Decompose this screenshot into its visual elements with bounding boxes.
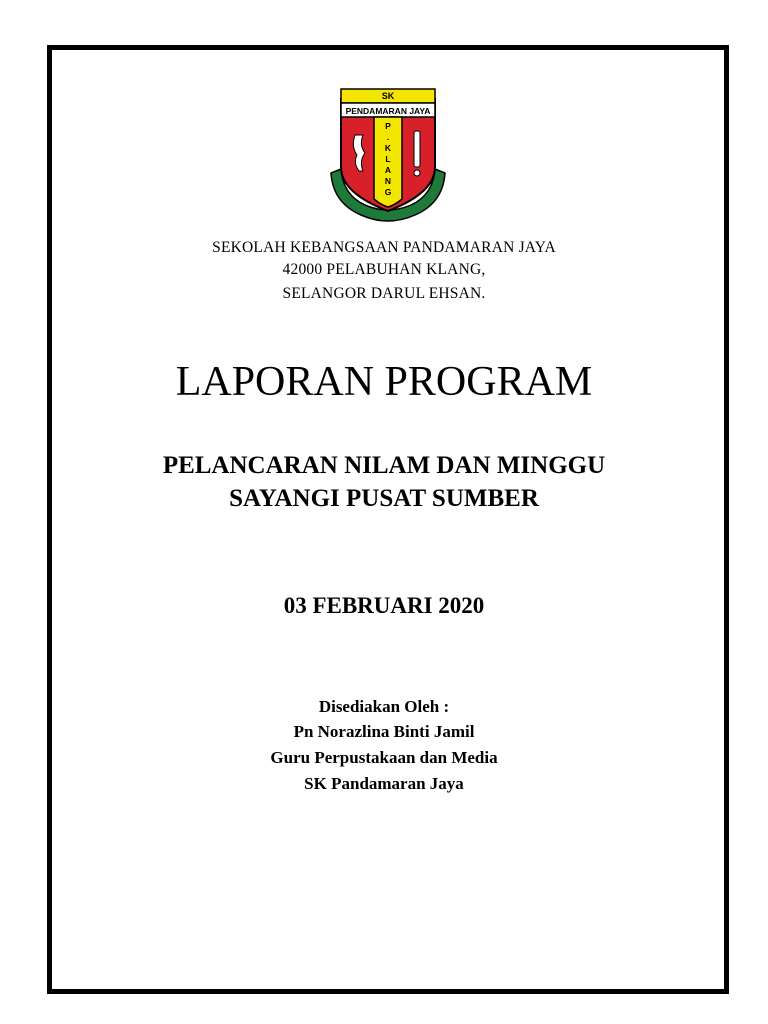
pen-icon bbox=[414, 131, 420, 167]
report-subtitle-line2: SAYANGI PUSAT SUMBER bbox=[229, 485, 539, 512]
logo-vertical-letter: . bbox=[386, 132, 390, 142]
school-crest-logo bbox=[323, 85, 453, 225]
report-title: LAPORAN PROGRAM bbox=[175, 359, 593, 405]
author-name: Pn Norazlina Binti Jamil bbox=[293, 722, 475, 741]
report-subtitle-line1: PELANCARAN NILAM DAN MINGGU bbox=[162, 452, 606, 479]
logo-banner-text: PENDAMARAN JAYA bbox=[345, 106, 431, 116]
school-name: SEKOLAH KEBANGSAAN PANDAMARAN JAYA bbox=[212, 239, 556, 256]
school-address-line: 42000 PELABUHAN KLANG, bbox=[282, 261, 486, 278]
logo-vertical-letter: P bbox=[385, 121, 391, 131]
author-role: Guru Perpustakaan dan Media bbox=[270, 748, 498, 767]
report-date: 03 FEBRUARI 2020 bbox=[283, 593, 485, 618]
logo-vertical-letter: L bbox=[385, 154, 391, 164]
logo-vertical-letter: A bbox=[384, 165, 392, 175]
logo-top-text: SK bbox=[381, 91, 395, 101]
school-state-line: SELANGOR DARUL EHSAN. bbox=[282, 285, 486, 302]
logo-vertical-letter: G bbox=[384, 187, 392, 197]
logo-vertical-letter: N bbox=[384, 176, 392, 186]
author-school: SK Pandamaran Jaya bbox=[304, 774, 464, 793]
prepared-by-label: Disediakan Oleh : bbox=[318, 697, 450, 716]
logo-vertical-letter: K bbox=[384, 143, 392, 153]
